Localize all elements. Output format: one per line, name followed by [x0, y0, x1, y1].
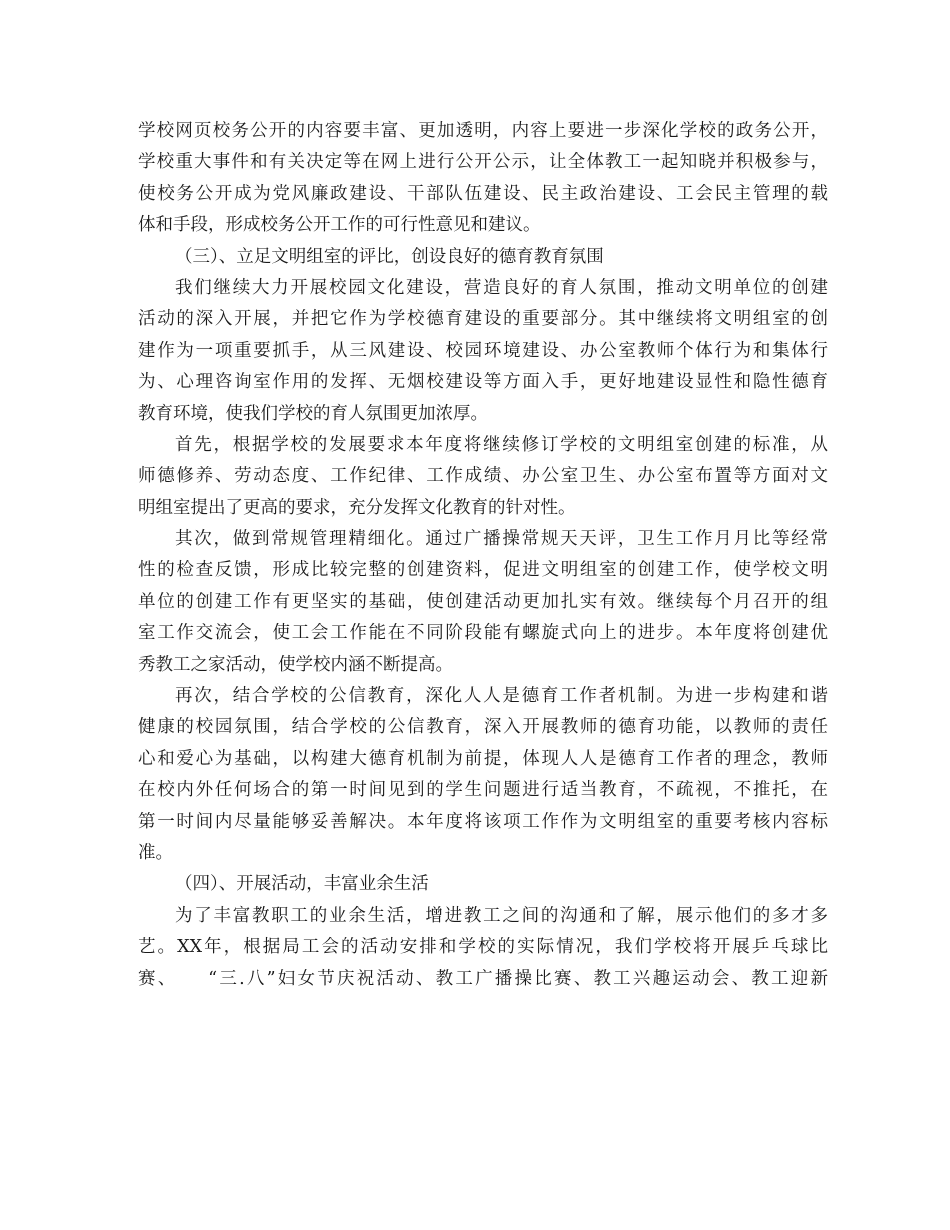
- text-line: 再次，结合学校的公信教育，深化人人是德育工作者机制。为进一步构建和谐: [175, 686, 828, 707]
- text-line: 在校内外任何场合的第一时间见到的学生问题进行适当教育，不疏视，不推托，在: [138, 780, 828, 801]
- text-line: 秀教工之家活动，使学校内涵不断提高。: [138, 654, 453, 675]
- text-line: 师德修养、劳动态度、工作纪律、工作成绩、办公室卫生、办公室布置等方面对文: [138, 466, 828, 487]
- text-line: 使校务公开成为党风廉政建设、干部队伍建设、民主政治建设、工会民主管理的载: [138, 183, 828, 204]
- text-line: 教育环境，使我们学校的育人氛围更加浓厚。: [138, 403, 488, 424]
- text-line: （三）、立足文明组室的评比，创设良好的德育教育氛围: [175, 246, 604, 267]
- text-line: 单位的创建工作有更坚实的基础，使创建活动更加扎实有效。继续每个月召开的组: [138, 591, 828, 612]
- text-line: 我们继续大力开展校园文化建设，营造良好的育人氛围，推动文明单位的创建: [175, 277, 828, 298]
- text-line: 学校网页校务公开的内容要丰富、更加透明，内容上要进一步深化学校的政务公开，: [138, 121, 828, 141]
- text-line: 心和爱心为基础，以构建大德育机制为前提，体现人人是德育工作者的理念，教师: [138, 748, 828, 769]
- text-line: 室工作交流会，使工会工作能在不同阶段能有螺旋式向上的进步。本年度将创建优: [138, 623, 828, 644]
- text-line: 准。: [138, 842, 173, 863]
- text-line: 建作为一项重要抓手，从三风建设、校园环境建设、办公室教师个体行为和集体行: [138, 340, 828, 361]
- text-line: 第一时间内尽量能够妥善解决。本年度将该项工作作为文明组室的重要考核内容标: [138, 811, 828, 832]
- text-line: 其次，做到常规管理精细化。通过广播操常规天天评，卫生工作月月比等经常: [175, 529, 828, 550]
- text-line: （四）、开展活动，丰富业余生活: [175, 874, 429, 895]
- document-body: [138, 116, 828, 995]
- text-line: 体和手段，形成校务公开工作的可行性意见和建议。: [138, 215, 541, 236]
- text-line: 首先，根据学校的发展要求本年度将继续修订学校的文明组室创建的标准，从: [175, 434, 828, 455]
- text-line: 为、心理咨询室作用的发挥、无烟校建设等方面入手，更好地建设显性和隐性德育: [138, 372, 828, 393]
- text-line: 活动的深入开展，并把它作为学校德育建设的重要部分。其中继续将文明组室的创: [138, 309, 828, 330]
- text-line: 健康的校园氛围，结合学校的公信教育，深入开展教师的德育功能，以教师的责任: [138, 717, 828, 738]
- text-line: 艺。XX年，根据局工会的活动安排和学校的实际情况，我们学校将开展乒乓球比: [138, 937, 828, 958]
- text-line: 明组室提出了更高的要求，充分发挥文化教育的针对性。: [138, 497, 576, 518]
- text-line: 为了丰富教职工的业余生活，增进教工之间的沟通和了解，展示他们的多才多: [175, 905, 828, 926]
- text-line: 赛、 “三.八”妇女节庆祝活动、教工广播操比赛、教工兴趣运动会、教工迎新: [138, 968, 828, 989]
- text-line: 学校重大事件和有关决定等在网上进行公开公示，让全体教工一起知晓并积极参与，: [138, 152, 828, 173]
- text-line: 性的检查反馈，形成比较完整的创建资料，促进文明组室的创建工作，使学校文明: [138, 560, 828, 581]
